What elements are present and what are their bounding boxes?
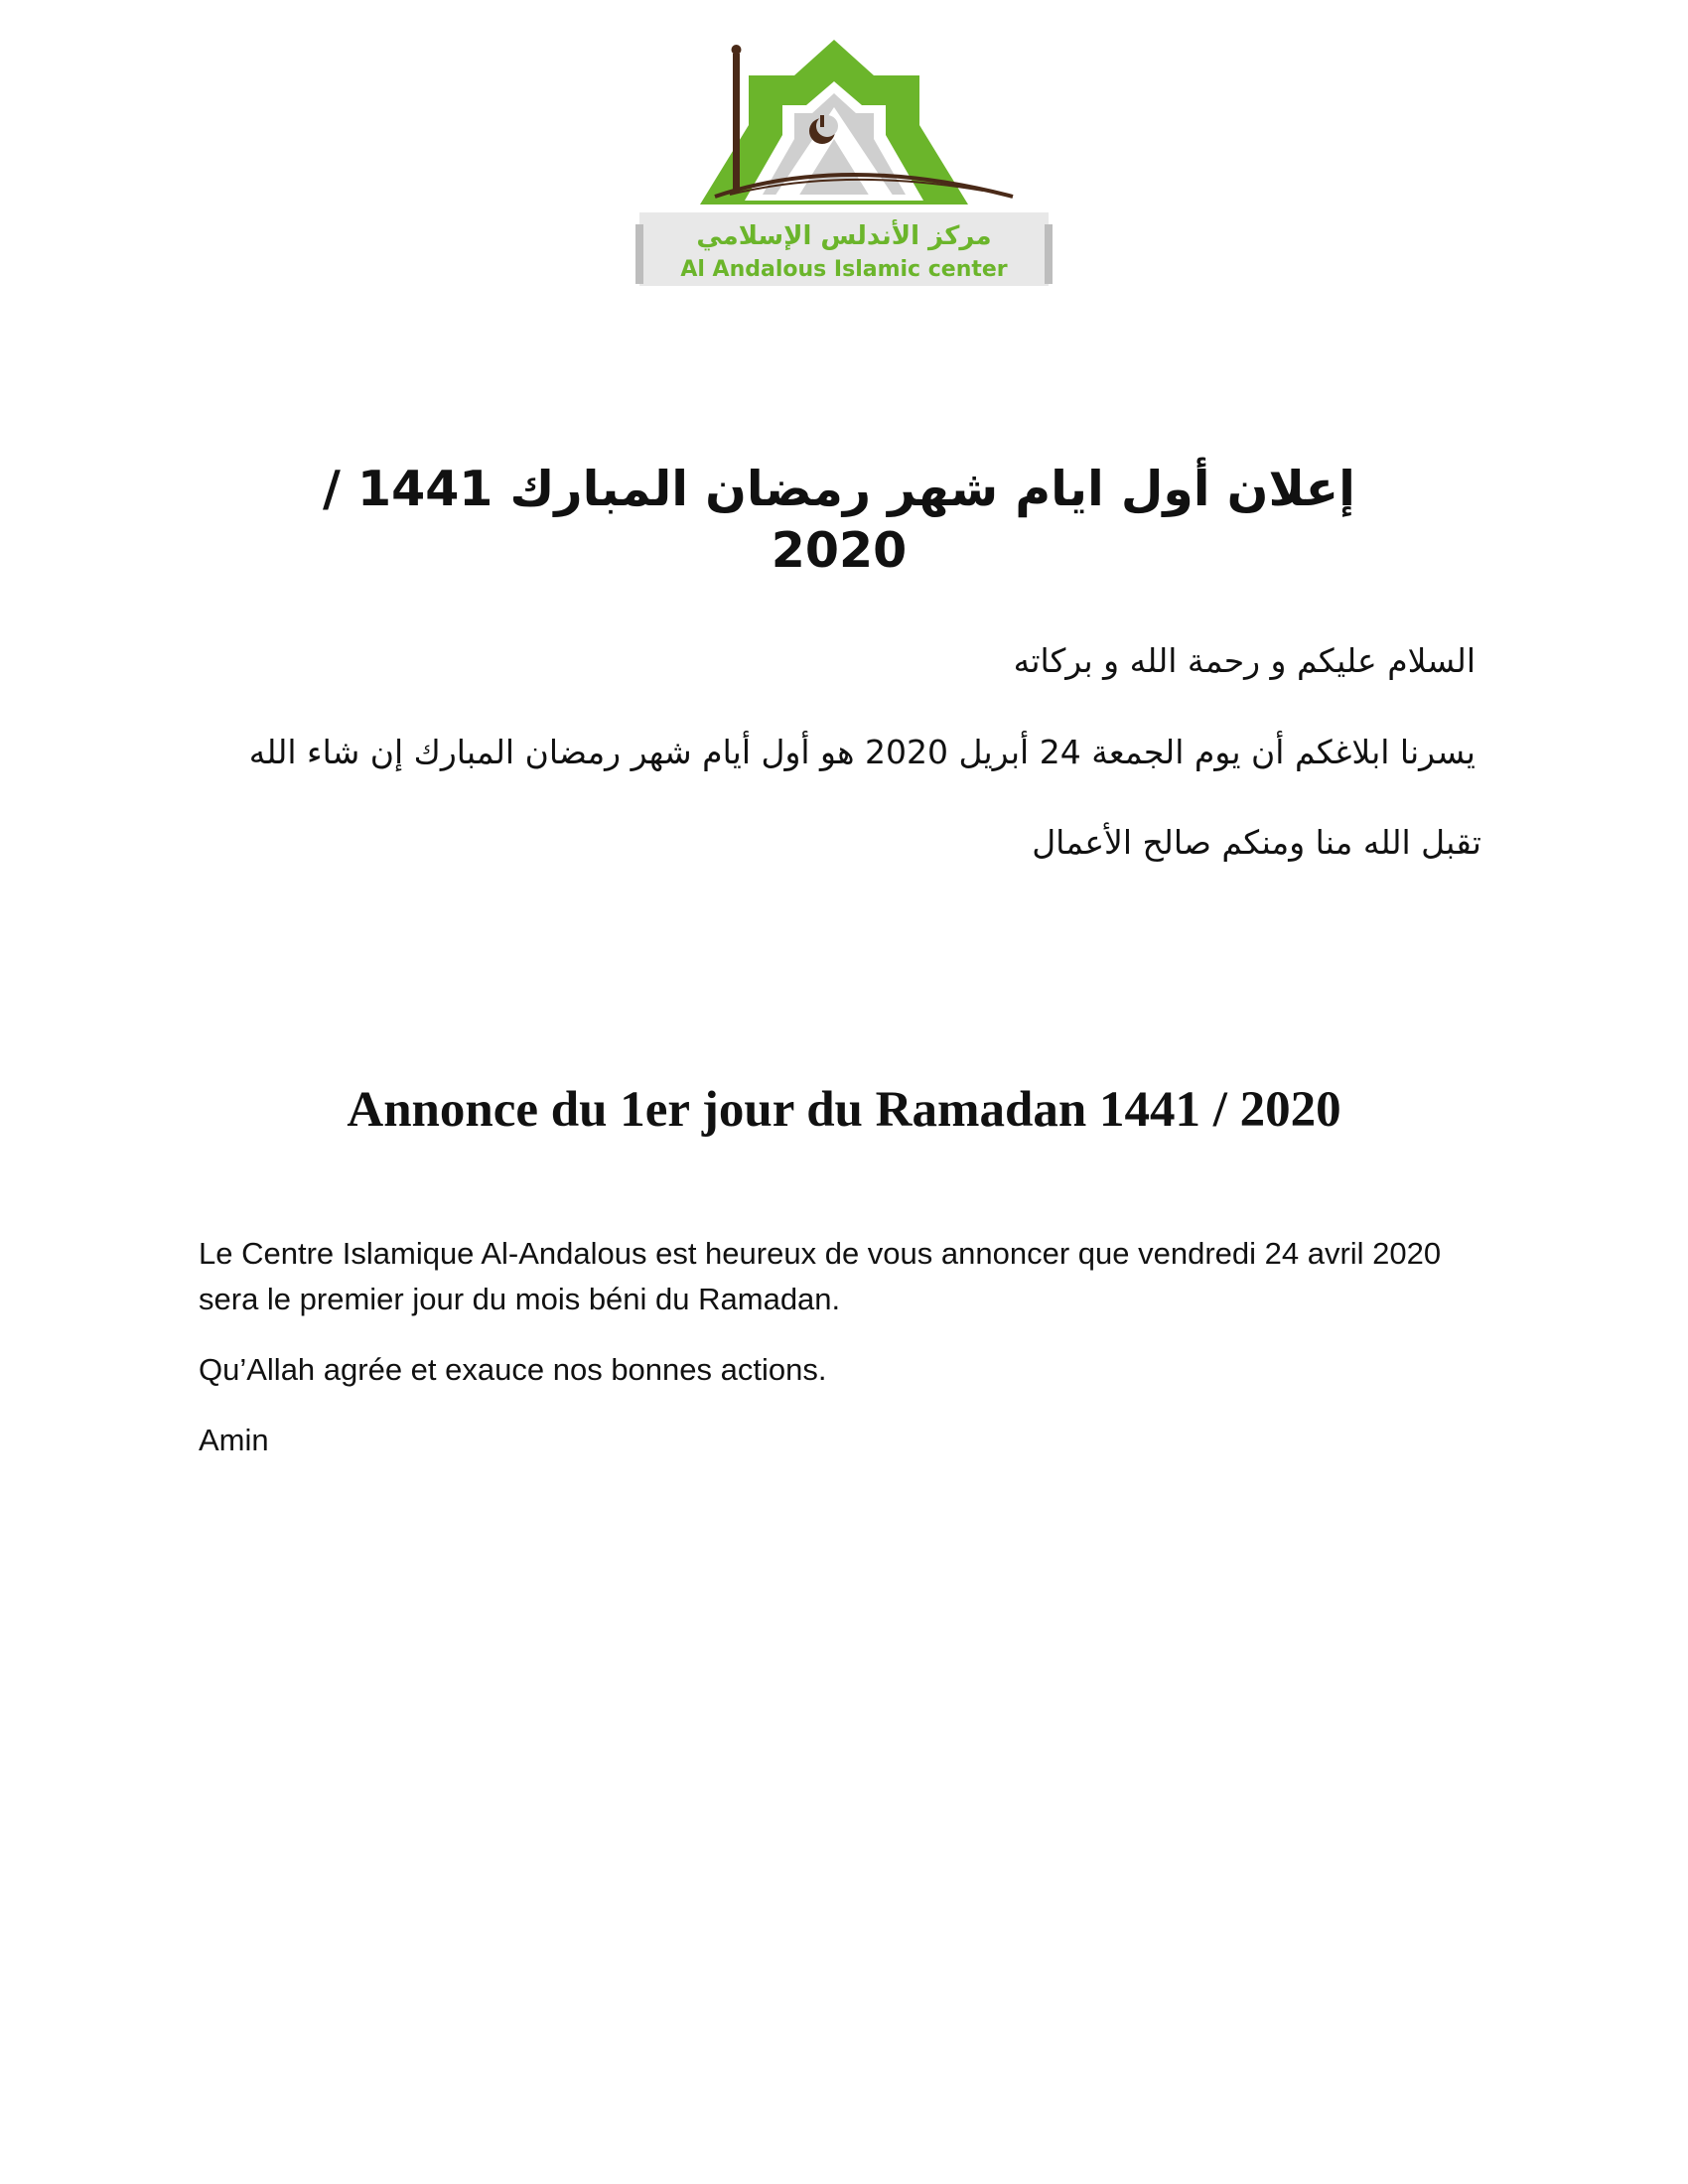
center-logo [635,36,1053,290]
french-closing: Amin [199,1423,269,1457]
french-announcement: Le Centre Islamique Al-Andalous est heureux de vous annoncer que vendredi 24 avril 2020 sera le premier jour du mois béni du Ramadan. [199,1236,1442,1316]
french-title: Annonce du 1er jour du Ramadan 1441 / 2020 [347,1082,1341,1138]
logo-english-name: Al Andalous Islamic center [680,257,1008,282]
arabic-title: إعلان أول ايام شهر رمضان المبارك 1441 / 2020 [323,461,1355,579]
logo-arabic-name: مركز الأندلس الإسلامي [696,221,992,251]
arabic-closing: تقبل الله منا ومنكم صالح الأعمال [1032,823,1481,862]
french-prayer: Qu’Allah agrée et exauce nos bonnes actions. [199,1352,827,1387]
arabic-announcement: يسرنا ابلاغكم أن يوم الجمعة 24 أبريل 2020 هو أول أيام شهر رمضان المبارك إن شاء الله [248,733,1476,771]
arabic-greeting: السلام عليكم و رحمة الله و بركاته [1013,641,1476,680]
